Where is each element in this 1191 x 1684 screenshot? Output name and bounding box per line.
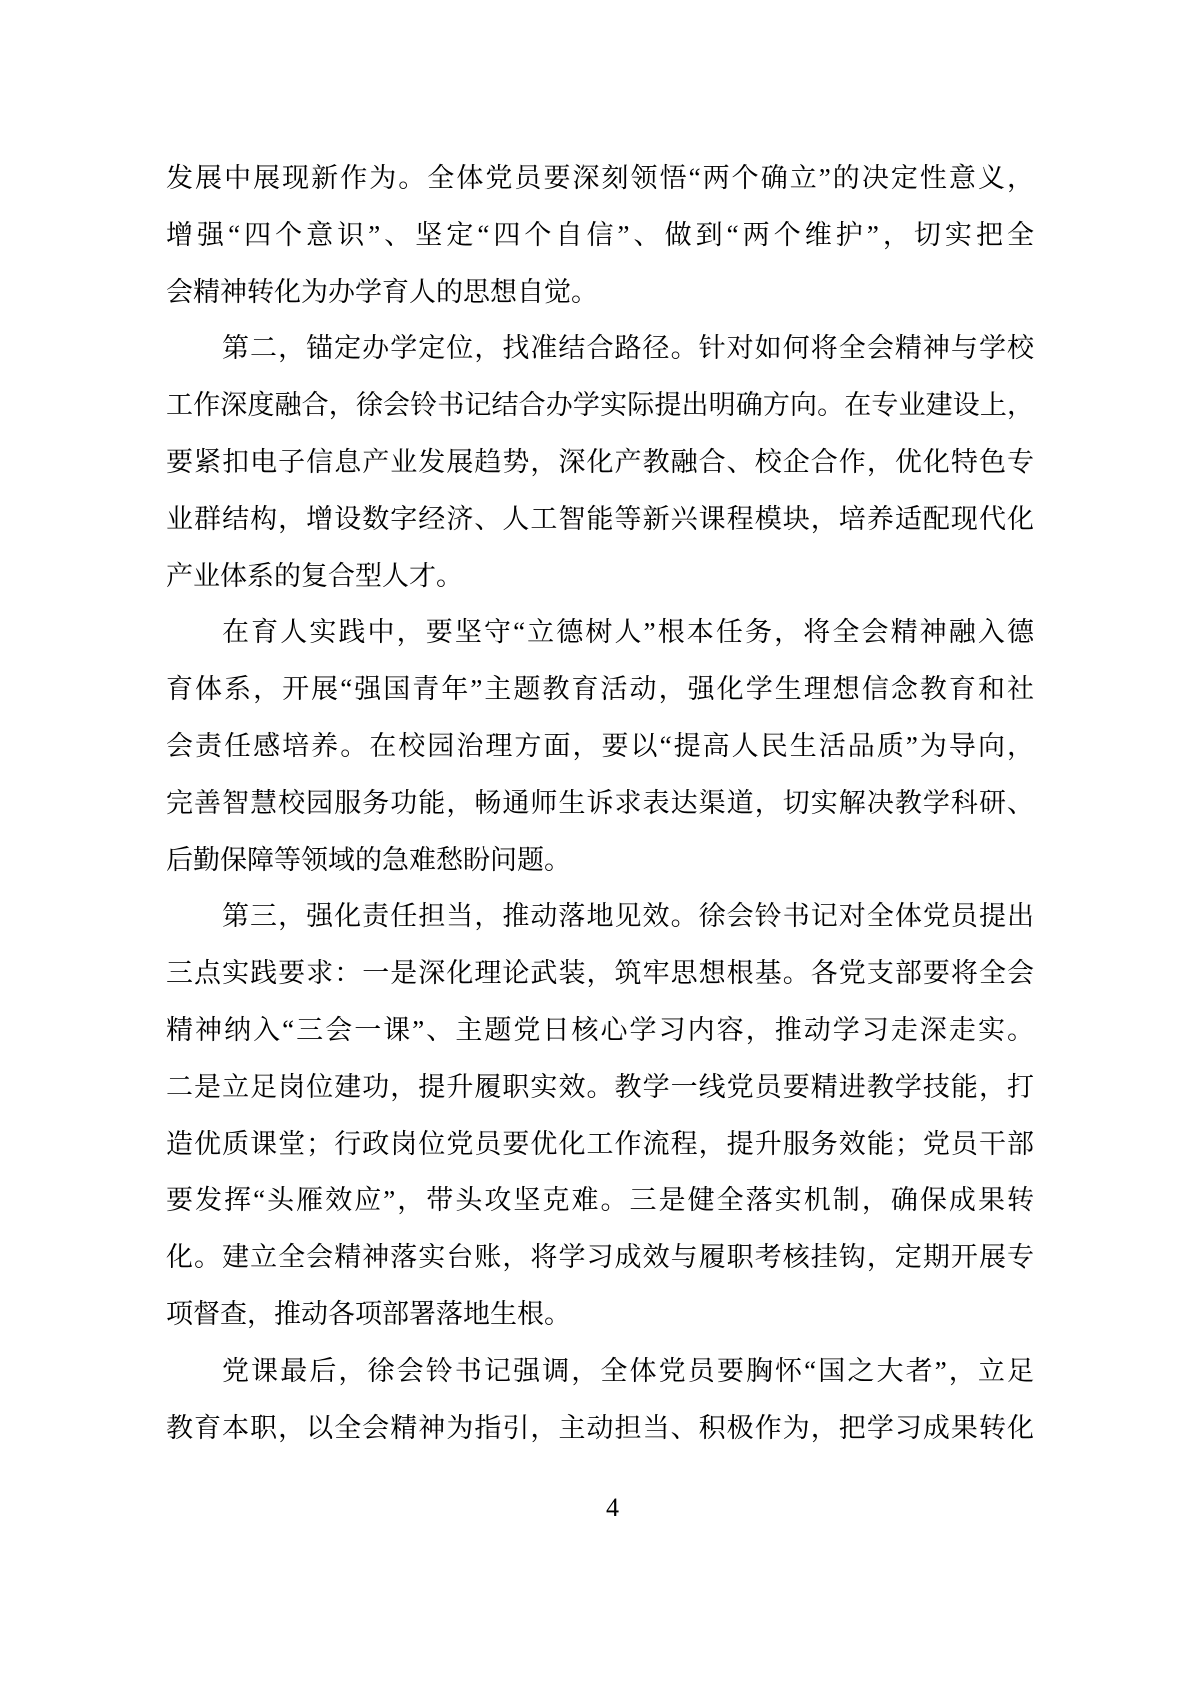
text-line: 第二，锚定办学定位，找准结合路径。针对如何将全会精神与学校 bbox=[222, 333, 1034, 364]
page-footer bbox=[0, 1492, 1191, 1524]
paragraph bbox=[166, 320, 1034, 604]
paragraph bbox=[166, 1343, 1034, 1457]
text-line: 业群结构，增设数字经济、人工智能等新兴课程模块，培养适配现代化 bbox=[166, 503, 1034, 534]
text-line: 育体系，开展“强国青年”主题教育活动，强化学生理想信念教育和社 bbox=[166, 674, 1034, 705]
text-line: 会精神转化为办学育人的思想自觉。 bbox=[166, 276, 598, 307]
text-line: 三点实践要求：一是深化理论武装，筑牢思想根基。各党支部要将全会 bbox=[166, 958, 1034, 989]
paragraph bbox=[166, 888, 1034, 1342]
text-line: 产业体系的复合型人才。 bbox=[166, 560, 463, 591]
text-line: 后勤保障等领域的急难愁盼问题。 bbox=[166, 844, 571, 875]
text-line: 在育人实践中，要坚守“立德树人”根本任务，将全会精神融入德 bbox=[222, 617, 1034, 648]
text-line: 会责任感培养。在校园治理方面，要以“提高人民生活品质”为导向， bbox=[166, 730, 1034, 761]
text-line: 工作深度融合，徐会铃书记结合办学实际提出明确方向。在专业建设上， bbox=[166, 390, 1034, 421]
text-line: 教育本职，以全会精神为指引，主动担当、积极作为，把学习成果转化 bbox=[166, 1412, 1034, 1443]
text-line: 精神纳入“三会一课”、主题党日核心学习内容，推动学习走深走实。 bbox=[166, 1014, 1034, 1045]
document-body bbox=[166, 150, 1034, 1456]
paragraph bbox=[166, 604, 1034, 888]
paragraph bbox=[166, 150, 1034, 320]
text-line: 要紧扣电子信息产业发展趋势，深化产教融合、校企合作，优化特色专 bbox=[166, 446, 1034, 477]
text-line: 增强“四个意识”、坚定“四个自信”、做到“两个维护”，切实把全 bbox=[166, 219, 1034, 250]
text-line: 二是立足岗位建功，提升履职实效。教学一线党员要精进教学技能，打 bbox=[166, 1071, 1034, 1102]
text-line: 发展中展现新作为。全体党员要深刻领悟“两个确立”的决定性意义， bbox=[166, 163, 1034, 193]
text-line: 造优质课堂；行政岗位党员要优化工作流程，提升服务效能；党员干部 bbox=[166, 1128, 1034, 1159]
text-line: 项督查，推动各项部署落地生根。 bbox=[166, 1298, 571, 1329]
text-line: 第三，强化责任担当，推动落地见效。徐会铃书记对全体党员提出 bbox=[222, 901, 1034, 932]
text-line: 完善智慧校园服务功能，畅通师生诉求表达渠道，切实解决教学科研、 bbox=[166, 787, 1034, 818]
text-line: 要发挥“头雁效应”，带头攻坚克难。三是健全落实机制，确保成果转 bbox=[166, 1185, 1034, 1216]
text-line: 化。建立全会精神落实台账，将学习成效与履职考核挂钩，定期开展专 bbox=[166, 1242, 1034, 1273]
text-line: 党课最后，徐会铃书记强调，全体党员要胸怀“国之大者”，立足 bbox=[222, 1355, 1034, 1386]
page-number: 4 bbox=[606, 1493, 619, 1522]
